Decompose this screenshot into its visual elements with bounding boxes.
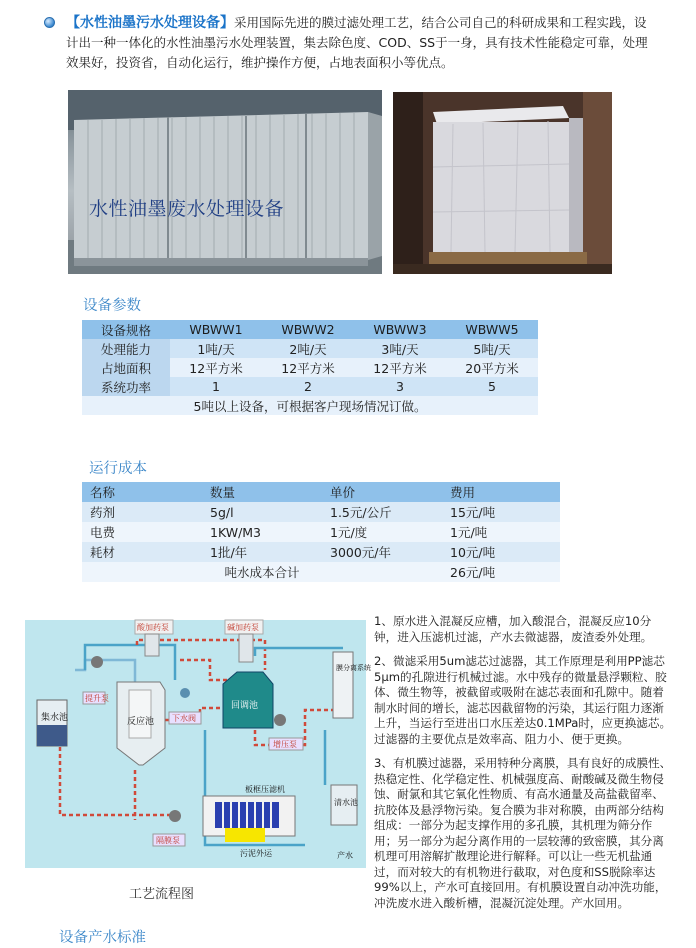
table-header-cell: WBWW1 xyxy=(170,320,262,339)
total-value: 26元/吨 xyxy=(442,562,560,582)
label-lift-pump: 提升泵 xyxy=(85,694,109,703)
label-booster-pump: 增压泵 xyxy=(273,740,297,749)
packaged-unit-illustration xyxy=(393,92,612,274)
table-cell: 20平方米 xyxy=(446,358,538,377)
table-cell: 1元/度 xyxy=(322,522,442,542)
table-header-cell: 设备规格 xyxy=(82,320,170,339)
flow-diagram-svg xyxy=(25,620,371,868)
label-water-out: 产水 xyxy=(337,851,353,860)
table-row xyxy=(82,522,560,542)
table-cell: 10元/吨 xyxy=(442,542,560,562)
label-return-tank: 回调池 xyxy=(231,701,259,711)
table-cell: 1元/吨 xyxy=(442,522,560,542)
table-cell: 12平方米 xyxy=(170,358,262,377)
table-header-cell: WBWW3 xyxy=(354,320,446,339)
label-clear-tank: 清水池 xyxy=(334,798,358,807)
table-cell: 系统功率 xyxy=(82,377,170,396)
label-membrane: 膜分离系统 xyxy=(336,664,371,672)
equipment-photo-packaged xyxy=(393,92,612,274)
table-cell: 5 xyxy=(446,377,538,396)
table-cell: 1 xyxy=(170,377,262,396)
table-row xyxy=(82,358,538,377)
table-header-row xyxy=(82,482,560,502)
label-filter-press: 板框压滤机 xyxy=(245,785,285,794)
label-sludge-pump: 隔膜泵 xyxy=(156,836,180,845)
intro-text: 采用国际先进的膜过滤处理工艺，结合公司自己的科研成果和工程实践，设计出一种一体化的水性油墨污水处理装置，集去除色度、COD、SS于一身，具有技术性能稳定可靠，处理效果好，投资省，自动化运行，维护操作方便，占地表面积小等优点。 xyxy=(66,15,648,70)
table-cell: 1批/年 xyxy=(202,542,322,562)
table-row xyxy=(82,502,560,522)
table-row xyxy=(82,562,560,582)
table-cell: 1吨/天 xyxy=(170,339,262,358)
table-cell: 3000元/年 xyxy=(322,542,442,562)
label-reaction-tank: 反应池 xyxy=(127,717,155,727)
table-cell: 耗材 xyxy=(82,542,202,562)
table-cell: 处理能力 xyxy=(82,339,170,358)
table-header-cell: WBWW5 xyxy=(446,320,538,339)
table-cell: 3吨/天 xyxy=(354,339,446,358)
section-title-standard: 设备产水标准 xyxy=(59,930,146,946)
description-paragraph: 3、有机膜过滤器，采用特种分离膜，具有良好的成膜性、热稳定性、化学稳定性、机械强度高、耐酸碱及微生物侵蚀、耐氯和其它氧化性物质、有高水通量及高盐截留率、抗胶体及悬浮物污染。复合膜为非对称膜，由两部分结构组成：一部分为起支撑作用的多孔膜，其机理为筛分作用；另一部分为起分离作用的一层较薄的致密膜，其分离机理可用溶解扩散理论进行解释。可以让一些无机盐通过，而对较大的有机物进行截取，对色度和SS脱除率达99%以上，产水可直接回用。有机膜设置自动冲洗功能，冲洗废水进入酸析槽，混凝沉淀处理。产水回用。 xyxy=(374,756,672,910)
equipment-photo-container xyxy=(68,90,382,274)
photo-overlay-text: 水性油墨废水处理设备 xyxy=(89,198,285,220)
table-row xyxy=(82,542,560,562)
table-cell: 12平方米 xyxy=(354,358,446,377)
label-sludge-out: 污泥外运 xyxy=(240,849,272,858)
label-collect-tank: 集水池 xyxy=(41,713,69,723)
table-note: 5吨以上设备，可根据客户现场情况订做。 xyxy=(82,396,538,415)
intro-highlight: 【水性油墨污水处理设备】 xyxy=(66,15,234,31)
table-cell: 12平方米 xyxy=(262,358,354,377)
table-cell: 1.5元/公斤 xyxy=(322,502,442,522)
table-cell: 3 xyxy=(354,377,446,396)
params-table xyxy=(82,320,538,415)
table-cell: 电费 xyxy=(82,522,202,542)
process-flow-diagram xyxy=(25,620,371,868)
table-cell: 5吨/天 xyxy=(446,339,538,358)
bullet-icon xyxy=(44,17,55,28)
container-illustration xyxy=(68,90,382,274)
label-acid-pump: 酸加药泵 xyxy=(137,623,169,632)
table-row xyxy=(82,396,538,415)
section-title-params: 设备参数 xyxy=(83,298,141,314)
label-down-valve: 下水阀 xyxy=(172,714,196,723)
table-cell: 5g/l xyxy=(202,502,322,522)
table-cell: 15元/吨 xyxy=(442,502,560,522)
description-paragraph: 2、微滤采用5um滤芯过滤器，其工作原理是利用PP滤芯5μm的孔隙进行机械过滤。水中残存的微量悬浮颗粒、胶体、微生物等，被截留或吸附在滤芯表面和孔隙中。随着制水时间的增长，滤芯因截留物的污染，其运行阻力逐渐上升，当运行至进出口水压差达0.1MPa时，应更换滤芯。过滤器的主要优点是效率高、阻力小、便于更换。 xyxy=(374,654,672,746)
table-row xyxy=(82,339,538,358)
table-row xyxy=(82,377,538,396)
table-cell: 1KW/M3 xyxy=(202,522,322,542)
label-alkali-pump: 碱加药泵 xyxy=(227,623,259,632)
table-header-row xyxy=(82,320,538,339)
description-paragraph: 1、原水进入混凝反应槽，加入酸混合，混凝反应10分钟，进入压滤机过滤，产水去微滤器，废渣委外处理。 xyxy=(374,614,653,644)
table-header-cell: 单价 xyxy=(322,482,442,502)
total-label: 吨水成本合计 xyxy=(82,562,442,582)
process-description xyxy=(374,614,672,920)
table-cell: 2吨/天 xyxy=(262,339,354,358)
intro-paragraph xyxy=(66,13,656,73)
table-cell: 2 xyxy=(262,377,354,396)
table-header-cell: 数量 xyxy=(202,482,322,502)
table-cell: 药剂 xyxy=(82,502,202,522)
table-header-cell: 费用 xyxy=(442,482,560,502)
table-cell: 占地面积 xyxy=(82,358,170,377)
diagram-caption: 工艺流程图 xyxy=(129,887,195,902)
cost-table xyxy=(82,482,560,582)
table-header-cell: WBWW2 xyxy=(262,320,354,339)
table-header-cell: 名称 xyxy=(82,482,202,502)
section-title-cost: 运行成本 xyxy=(89,461,147,477)
